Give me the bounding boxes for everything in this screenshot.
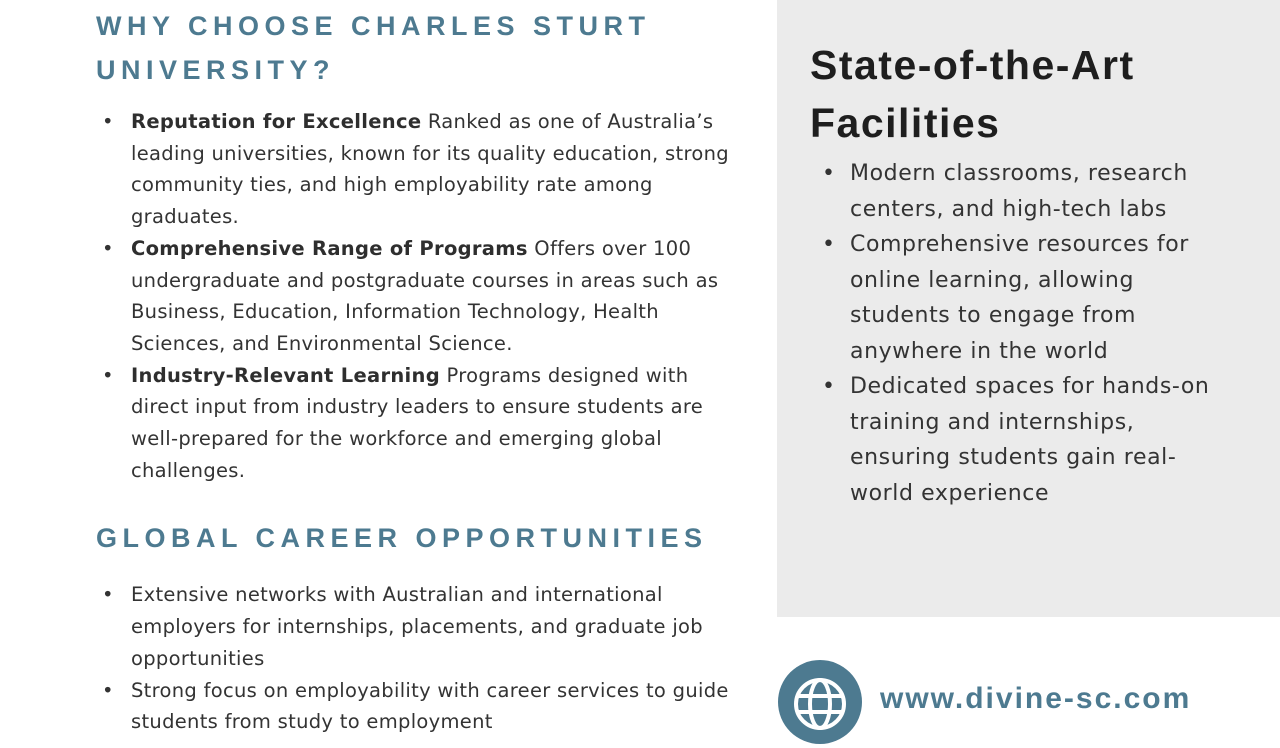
facilities-section [810,36,1230,511]
list-item: • Dedicated spaces for hands-on training and internships, ensuring students gain real-world experience [810,369,1210,511]
list-item [96,106,746,233]
facilities-heading: State-of-the-Art Facilities [810,42,1135,146]
left-column [96,4,746,738]
list-item: • Modern classrooms, research centers, and high-tech labs [810,156,1210,227]
item-title: Comprehensive Range of Programs [131,236,528,260]
career-list [96,579,746,738]
list-item: • Strong focus on employability with career services to guide students from study to employment [96,675,746,738]
item-text: Offers over 100 undergraduate and postgraduate courses in areas such as Business, Education, Information Technology, Health Sciences, and Environmental Science. [131,236,719,355]
item-title: Reputation for Excellence [131,110,422,133]
why-heading: WHY CHOOSE CHARLES STURT UNIVERSITY? [96,11,651,85]
list-item: • Comprehensive resources for online learning, allowing students to engage from anywhere in the world [810,227,1210,369]
item-title: Industry-Relevant Learning [131,363,440,387]
why-list [96,106,746,486]
website-link[interactable]: www.divine-sc.com [880,682,1192,715]
career-heading: GLOBAL CAREER OPPORTUNITIES [96,523,708,554]
item-text: Programs designed with direct input from industry leaders to ensure students are well-prepared for the workforce and emerging global challenges. [131,363,704,482]
list-item: • Extensive networks with Australian and international employers for internships, placements, and graduate job opportunities [96,579,746,674]
list-item [96,360,746,487]
globe-icon [778,660,862,744]
list-item [96,233,746,360]
facilities-list [810,156,1230,511]
item-text: Ranked as one of Australia’s leading universities, known for its quality education, strong community ties, and high employability rate among graduates. [131,110,729,229]
